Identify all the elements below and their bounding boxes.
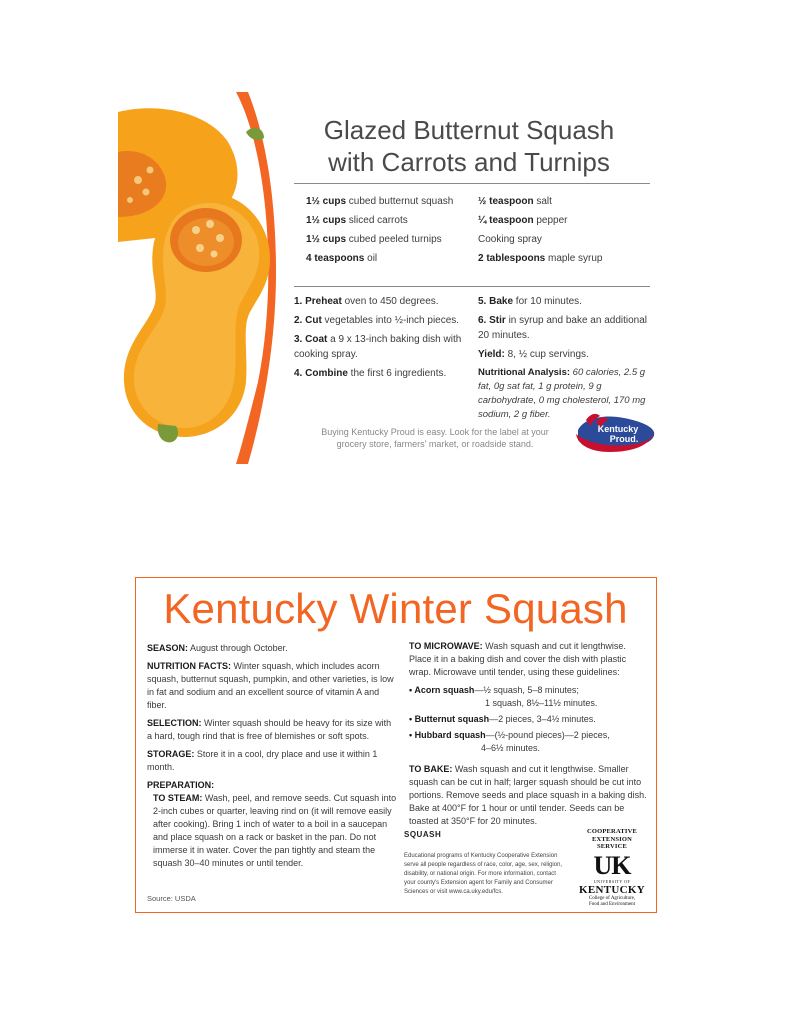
info-title: Kentucky Winter Squash (163, 585, 628, 632)
divider-middle (294, 286, 650, 287)
divider-top (294, 183, 650, 184)
to-microwave: TO MICROWAVE: Wash squash and cut it lengthwise. Place it in a baking dish and cover the dish with plastic wrap. Microwave until tender, using these guidelines: (409, 641, 627, 677)
winter-squash-info-card (135, 577, 657, 913)
directions-right (478, 294, 650, 426)
nutritional-analysis: Nutritional Analysis: 60 calories, 2.5 g fat, 0g sat fat, 1 g protein, 9 g carbohydrate, 0 mg cholesterol, 170 mg sodium, 2 g fiber. (478, 367, 646, 420)
buying-kentucky-proud-note: Buying Kentucky Proud is easy. Look for the label at your grocery store, farmers' market, or roadside stand. (321, 427, 549, 449)
ingredients-right (478, 194, 648, 270)
acorn-guideline-cont: 1 squash, 8½–11½ minutes. (485, 698, 598, 708)
kentucky-proud-logo (574, 410, 658, 454)
acorn-guideline: • Acorn squash—½ squash, 5–8 minutes; (409, 685, 579, 695)
to-bake: TO BAKE: Wash squash and cut it lengthwise. Smaller squash can be cut in half; larger squash should be cut into portions. Remove seeds and place squash in a baking dish. Bake at 400°F for 1 hour or until tender. Seeds can be toasted at 350°F for 20 minutes. (409, 764, 647, 826)
direction-step: 2. Cut vegetables into ½-inch pieces. (294, 315, 460, 326)
ingredient: ¼ teaspoon pepper (478, 215, 568, 226)
recipe-title-line-2: with Carrots and Turnips (328, 147, 610, 177)
uk-extension-logo: COOPERATIVE EXTENSION SERVICE UK UNIVERSITY OF KENTUCKY College of Agriculture, Food and Environment (572, 828, 652, 908)
ingredient: 1½ cups cubed butternut squash (306, 196, 454, 207)
squash-label: SQUASH (404, 830, 442, 839)
info-right-column (409, 640, 649, 833)
direction-step: 4. Combine the first 6 ingredients. (294, 368, 447, 379)
hubbard-guideline: • Hubbard squash—(½-pound pieces)—2 pieces, (409, 730, 610, 740)
source-note: Source: USDA (147, 894, 196, 903)
direction-step: 1. Preheat oven to 450 degrees. (294, 296, 439, 307)
recipe-card (118, 92, 658, 464)
direction-step: 6. Stir in syrup and bake an additional 20 minutes. (478, 315, 648, 341)
storage: STORAGE: Store it in a cool, dry place and use it within 1 month. (147, 749, 378, 772)
educational-programs-note: Educational programs of Kentucky Cooperative Extension serve all people regardless of race, color, age, sex, religion, disability, or national origin. For more information, contact your county's Extension agent for Family and Consumer Sciences or visit www.ca.uky.edu/fcs. (404, 853, 563, 895)
ingredient: 1½ cups sliced carrots (306, 215, 408, 226)
recipe-title (284, 114, 654, 178)
selection: SELECTION: Winter squash should be heavy for its size with a hard, tough rind that is free of blemishes or soft spots. (147, 718, 392, 741)
uk-mark: UK (593, 850, 631, 880)
season: SEASON: August through October. (147, 643, 288, 653)
butternut-squash-image (118, 92, 278, 464)
direction-step: 3. Coat a 9 x 13-inch baking dish with cooking spray. (294, 334, 462, 360)
recipe-title-line-1: Glazed Butternut Squash (323, 115, 615, 145)
preparation-heading: PREPARATION: (147, 780, 215, 790)
yield: Yield: 8, ½ cup servings. (478, 349, 589, 360)
ingredient: 1½ cups cubed peeled turnips (306, 234, 442, 245)
logo-word-proud: Proud. (609, 434, 639, 444)
butternut-guideline: • Butternut squash—2 pieces, 3–4½ minutes. (409, 714, 596, 724)
directions-left (294, 294, 472, 385)
ingredient: 2 tablespoons maple syrup (478, 253, 603, 264)
hubbard-guideline-cont: 4–6½ minutes. (481, 743, 541, 753)
nutrition-facts: NUTRITION FACTS: Winter squash, which includes acorn squash, butternut squash, pumpkin, and other varieties, is low in fat and sodium and an excellent source of vitamin A and fiber. (147, 661, 394, 710)
ingredient: ½ teaspoon salt (478, 196, 552, 207)
to-steam: TO STEAM: Wash, peel, and remove seeds. Cut squash into 2-inch cubes or quarter, leaving rind on (it will remove easily after cooking). Bring 1 inch of water to a boil in a saucepan and place squash on a rack or basket in the pan. Do not immerse it in water. Cover the pan tightly and steam the squash 30–40 minutes or until tender. (153, 793, 397, 868)
ingredient: 4 teaspoons oil (306, 253, 378, 264)
logo-word-kentucky: Kentucky (597, 424, 639, 434)
direction-step: 5. Bake for 10 minutes. (478, 296, 582, 307)
ingredients-left (306, 194, 476, 270)
ingredient: Cooking spray (478, 234, 542, 245)
info-left-column (147, 642, 397, 875)
